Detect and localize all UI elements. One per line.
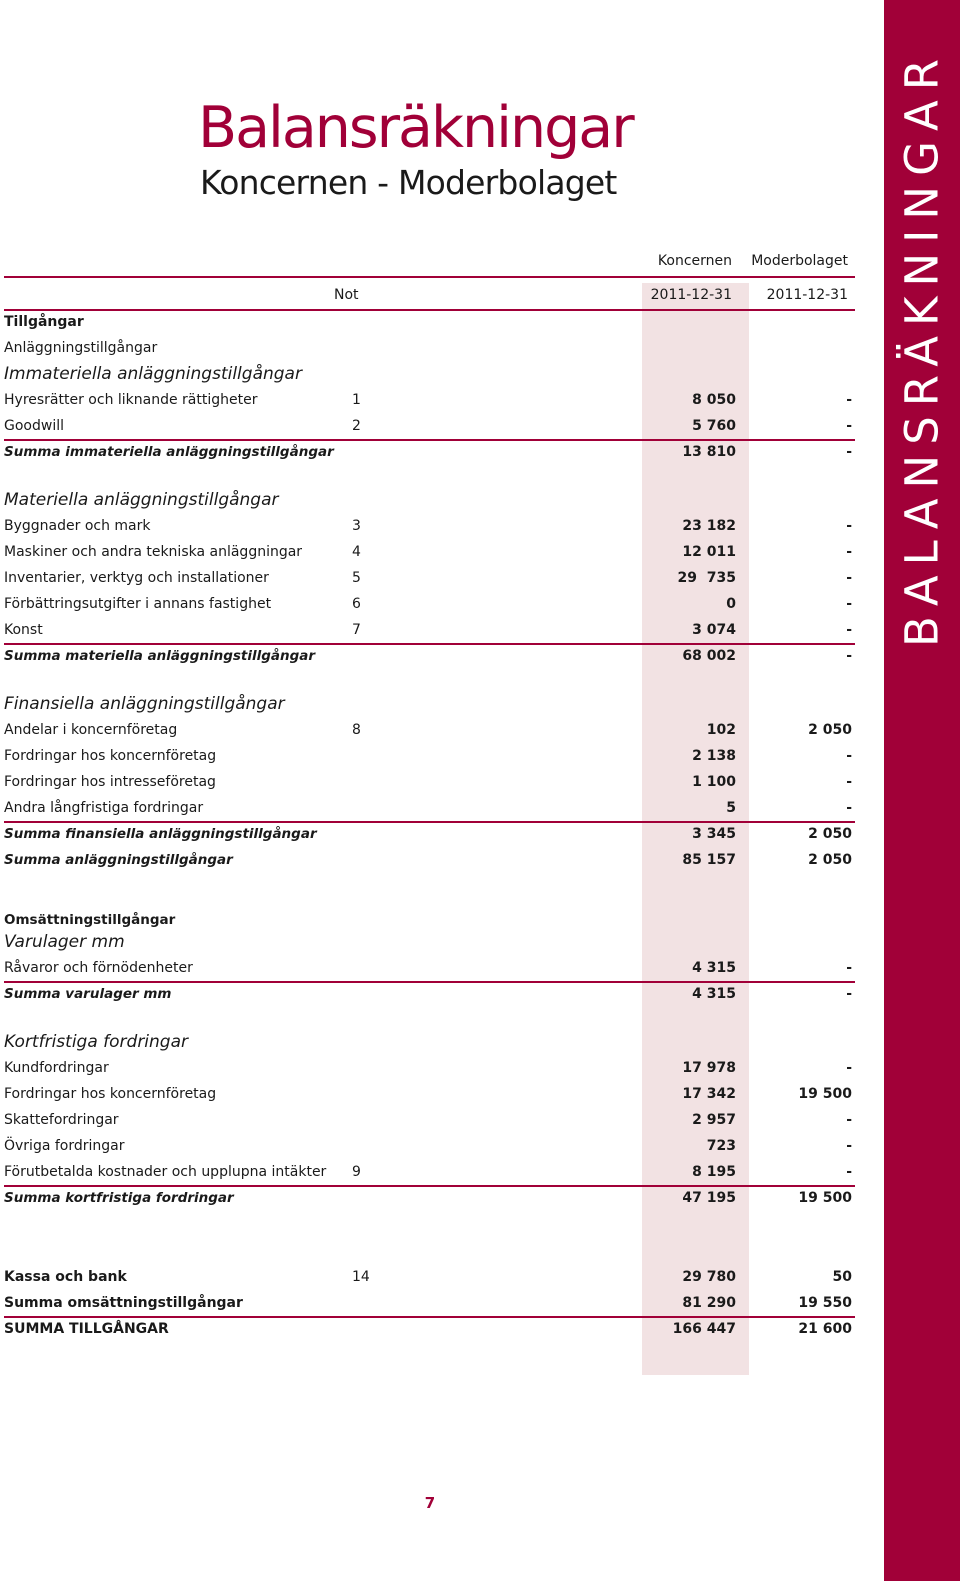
row-label: Materiella anläggningstillgångar <box>4 490 279 510</box>
subsection-heading <box>4 929 855 955</box>
row-value-moderbolaget: 50 <box>832 1269 852 1285</box>
table-row <box>4 955 855 983</box>
row-value-moderbolaget: - <box>846 648 852 664</box>
row-label: Summa anläggningstillgångar <box>4 852 233 868</box>
row-value-moderbolaget: - <box>846 418 852 434</box>
row-value-koncernen: 81 290 <box>682 1295 736 1311</box>
row-label: Hyresrätter och liknande rättigheter <box>4 392 258 408</box>
grand-total-row <box>4 1316 855 1342</box>
row-value-koncernen: 3 345 <box>692 826 736 842</box>
row-value-moderbolaget: - <box>846 622 852 638</box>
row-value-koncernen: 102 <box>706 722 736 738</box>
row-label: Fordringar hos koncernföretag <box>4 1086 217 1102</box>
subsection-heading <box>4 487 855 513</box>
row-value-moderbolaget: - <box>846 1060 852 1076</box>
summary-row <box>4 847 855 873</box>
row-value-koncernen: 68 002 <box>682 648 736 664</box>
row-value-koncernen: 17 978 <box>682 1060 736 1076</box>
table-row <box>4 617 855 645</box>
summary-row <box>4 439 855 465</box>
row-value-moderbolaget: - <box>846 748 852 764</box>
subsection-heading <box>4 1029 855 1055</box>
row-label: Fordringar hos koncernföretag <box>4 748 217 764</box>
table-row <box>4 513 855 539</box>
summary-row <box>4 1185 855 1211</box>
row-note: 9 <box>352 1164 361 1180</box>
row-label: Byggnader och mark <box>4 518 151 534</box>
row-value-koncernen: 3 074 <box>692 622 736 638</box>
section-heading <box>4 309 855 335</box>
table-row <box>4 539 855 565</box>
header-divider <box>4 276 855 278</box>
row-value-moderbolaget: - <box>846 800 852 816</box>
column-header-moderbolaget: Moderbolaget <box>751 253 848 269</box>
table-row <box>4 769 855 795</box>
row-label: Maskiner och andra tekniska anläggningar <box>4 544 303 560</box>
subsection-heading <box>4 691 855 717</box>
row-value-koncernen: 2 138 <box>692 748 736 764</box>
row-label: Konst <box>4 622 43 638</box>
row-value-koncernen: 8 050 <box>692 392 736 408</box>
subsection-heading <box>4 361 855 387</box>
row-label: Summa omsättningstillgångar <box>4 1295 243 1311</box>
row-value-moderbolaget: - <box>846 986 852 1002</box>
row-label: Summa materiella anläggningstillgångar <box>4 648 316 664</box>
row-value-moderbolaget: 2 050 <box>808 852 852 868</box>
row-value-koncernen: 5 <box>726 800 736 816</box>
column-header-date-moderbolaget: 2011-12-31 <box>766 287 848 303</box>
summary-row <box>4 1290 855 1318</box>
row-value-moderbolaget: 19 500 <box>798 1086 852 1102</box>
row-value-koncernen: 17 342 <box>682 1086 736 1102</box>
row-label: Andelar i koncernföretag <box>4 722 178 738</box>
row-value-moderbolaget: - <box>846 596 852 612</box>
row-value-moderbolaget: - <box>846 1164 852 1180</box>
row-note: 7 <box>352 622 361 638</box>
summary-row <box>4 643 855 669</box>
row-note: 1 <box>352 392 361 408</box>
row-label: Anläggningstillgångar <box>4 340 158 356</box>
side-label: BALANSRÄKNINGAR <box>895 48 949 648</box>
table-row <box>4 743 855 769</box>
column-header-note: Not <box>334 287 359 303</box>
row-value-koncernen: 23 182 <box>682 518 736 534</box>
row-label: Övriga fordringar <box>4 1138 125 1154</box>
row-value-koncernen: 166 447 <box>672 1321 736 1337</box>
row-label: Summa finansiella anläggningstillgångar <box>4 826 317 842</box>
column-header-date-koncernen: 2011-12-31 <box>650 287 732 303</box>
row-note: 6 <box>352 596 361 612</box>
table-row <box>4 565 855 591</box>
table-row <box>4 1264 855 1290</box>
page-title: Balansräkningar <box>198 95 633 161</box>
row-value-moderbolaget: 19 550 <box>798 1295 852 1311</box>
row-value-koncernen: 29 735 <box>677 570 736 586</box>
row-value-koncernen: 2 957 <box>692 1112 736 1128</box>
row-label: Kundfordringar <box>4 1060 109 1076</box>
row-value-koncernen: 4 315 <box>692 986 736 1002</box>
table-row <box>4 795 855 823</box>
row-label: Immateriella anläggningstillgångar <box>4 364 302 384</box>
row-note: 8 <box>352 722 361 738</box>
row-value-koncernen: 85 157 <box>682 852 736 868</box>
row-label: Finansiella anläggningstillgångar <box>4 694 285 714</box>
row-value-moderbolaget: 2 050 <box>808 826 852 842</box>
summary-row <box>4 821 855 847</box>
table-row <box>4 413 855 441</box>
row-value-koncernen: 8 195 <box>692 1164 736 1180</box>
row-note: 4 <box>352 544 361 560</box>
row-label: Tillgångar <box>4 314 84 330</box>
section-heading <box>4 335 855 361</box>
row-value-koncernen: 13 810 <box>682 444 736 460</box>
row-note: 2 <box>352 418 361 434</box>
table-row <box>4 1107 855 1133</box>
row-value-moderbolaget: 21 600 <box>798 1321 852 1337</box>
row-label: Varulager mm <box>4 932 125 952</box>
row-label: Summa kortfristiga fordringar <box>4 1190 234 1206</box>
row-label: Inventarier, verktyg och installationer <box>4 570 269 586</box>
row-label: SUMMA TILLGÅNGAR <box>4 1321 169 1337</box>
row-value-koncernen: 1 100 <box>692 774 736 790</box>
table-row <box>4 1081 855 1107</box>
row-value-moderbolaget: 19 500 <box>798 1190 852 1206</box>
page-subtitle: Koncernen - Moderbolaget <box>200 163 617 202</box>
row-value-koncernen: 0 <box>726 596 736 612</box>
row-value-moderbolaget: - <box>846 518 852 534</box>
row-label: Förutbetalda kostnader och upplupna intäkter <box>4 1164 327 1180</box>
row-label: Andra långfristiga fordringar <box>4 800 204 816</box>
row-value-koncernen: 5 760 <box>692 418 736 434</box>
row-note: 14 <box>352 1269 370 1285</box>
row-label: Råvaror och förnödenheter <box>4 960 193 976</box>
row-label: Summa immateriella anläggningstillgångar <box>4 444 334 460</box>
row-value-koncernen: 4 315 <box>692 960 736 976</box>
row-label: Förbättringsutgifter i annans fastighet <box>4 596 272 612</box>
row-label: Kassa och bank <box>4 1269 127 1285</box>
row-value-moderbolaget: - <box>846 392 852 408</box>
row-label: Omsättningstillgångar <box>4 912 176 928</box>
row-label: Goodwill <box>4 418 64 434</box>
page-number: 7 <box>424 1494 436 1512</box>
row-note: 3 <box>352 518 361 534</box>
row-label: Summa varulager mm <box>4 986 172 1002</box>
row-label: Kortfristiga fordringar <box>4 1032 189 1052</box>
row-value-moderbolaget: - <box>846 544 852 560</box>
row-value-koncernen: 29 780 <box>682 1269 736 1285</box>
row-value-koncernen: 47 195 <box>682 1190 736 1206</box>
row-label: Skattefordringar <box>4 1112 119 1128</box>
row-label: Fordringar hos intresseföretag <box>4 774 216 790</box>
table-row <box>4 1159 855 1187</box>
summary-row <box>4 981 855 1007</box>
row-value-moderbolaget: 2 050 <box>808 722 852 738</box>
row-value-koncernen: 723 <box>706 1138 736 1154</box>
table-row <box>4 1133 855 1159</box>
row-note: 5 <box>352 570 361 586</box>
row-value-moderbolaget: - <box>846 570 852 586</box>
row-value-koncernen: 12 011 <box>682 544 736 560</box>
table-row <box>4 591 855 617</box>
table-row <box>4 387 855 413</box>
row-value-moderbolaget: - <box>846 960 852 976</box>
table-row <box>4 1055 855 1081</box>
row-value-moderbolaget: - <box>846 1112 852 1128</box>
row-value-moderbolaget: - <box>846 1138 852 1154</box>
column-header-koncernen: Koncernen <box>657 253 732 269</box>
table-row <box>4 717 855 743</box>
row-value-moderbolaget: - <box>846 444 852 460</box>
row-value-moderbolaget: - <box>846 774 852 790</box>
